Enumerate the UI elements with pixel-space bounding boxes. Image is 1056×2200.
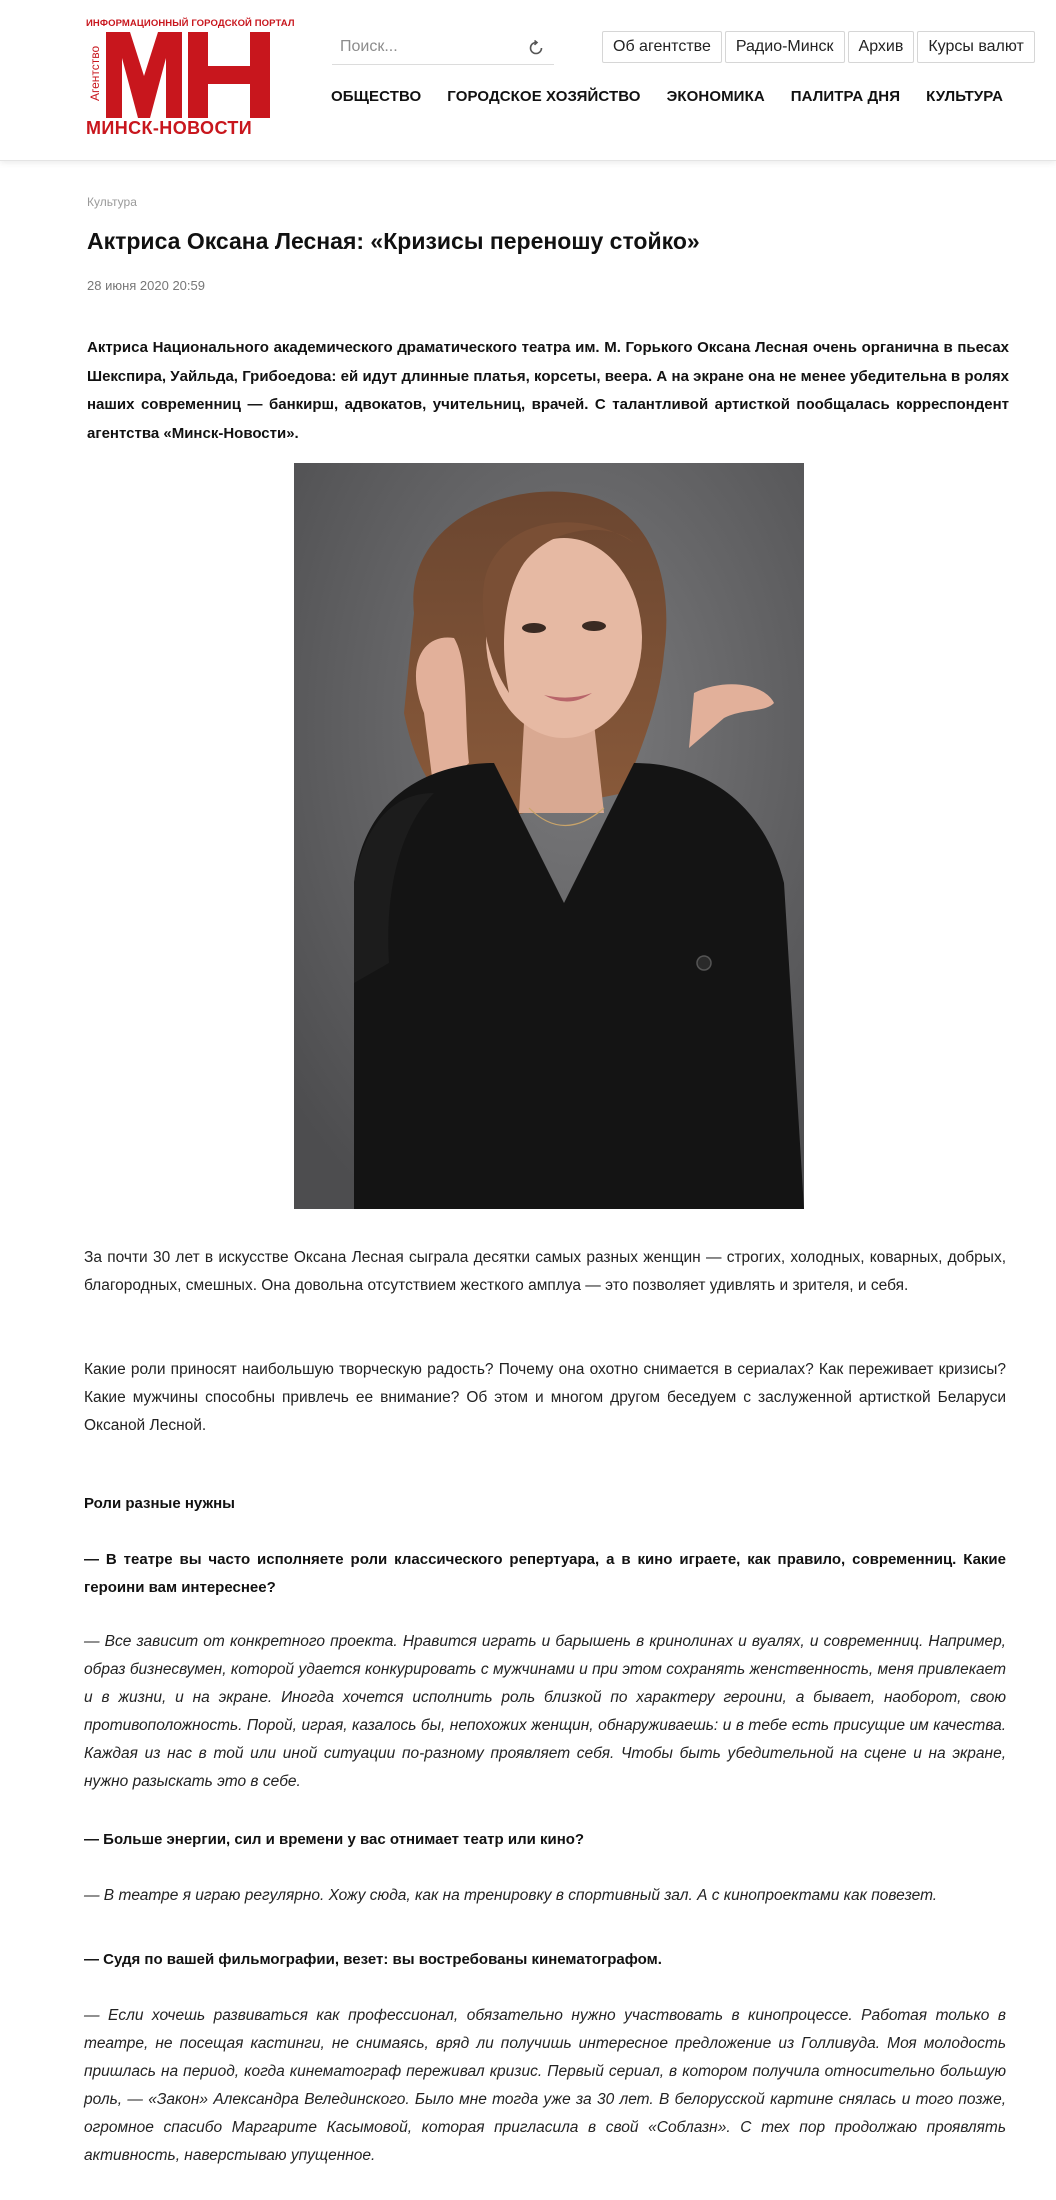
section-heading: Роли разные нужны [84,1495,235,1512]
site-header [0,0,1056,161]
article-paragraph: Какие роли приносят наибольшую творческую радость? Почему она охотно снимается в сериалах? Как переживает кризисы? Какие мужчины способны привлечь ее внимание? Об этом и многом другом беседуем с заслуженной артисткой Беларуси Оксаной Лесной. [84,1361,1006,1434]
article-category[interactable]: Культура [87,195,137,209]
toplink-radio-minsk[interactable]: Радио-Минск [725,31,845,63]
search-input[interactable] [332,34,528,60]
interview-question: — Судя по вашей фильмографии, везет: вы востребованы кинематографом. [84,1951,662,1968]
article-title: Актриса Оксана Лесная: «Кризисы переношу стойко» [87,228,700,254]
interview-question: — В театре вы часто исполняете роли классического репертуара, а в кино играете, как правило, современниц. Какие героини вам интереснее? [84,1551,1006,1596]
toplink-about[interactable]: Об агентстве [602,31,722,63]
article-paragraph: За почти 30 лет в искусстве Оксана Лесная сыграла десятки самых разных женщин — строгих, холодных, коварных, добрых, благородных, смешных. Она довольна отсутствием жесткого амплуа — это позволяет удивлять и зрителя, и себя. [84,1249,1006,1294]
logo-mark-icon [86,32,276,118]
toplink-exchange-rates[interactable]: Курсы валют [917,31,1035,63]
article-date: 28 июня 2020 20:59 [87,278,205,293]
portrait-image [294,463,804,1209]
search-icon[interactable] [526,38,546,58]
interview-answer: — Все зависит от конкретного проекта. Нравится играть и барышень в кринолинах и вуалях, и современниц. Например, образ бизнесвумен, которой удается конкурировать с мужчинами и при этом сохранять женственность, меня привлекает и в жизни, и на экране. Иногда хочется исполнить роль близкой по характеру героини, а бывает, наоборот, свою противоположность. Порой, играя, казалось бы, непохожих женщин, обнаруживаешь: и в тебе есть присущие им качества. Каждая из нас в той или иной ситуации по-разному проявляет себя. Чтобы быть убедительной на сцене и на экране, нужно разыскать это в себе. [84,1633,1006,1790]
logo-tagline: ИНФОРМАЦИОННЫЙ ГОРОДСКОЙ ПОРТАЛ [86,18,295,29]
main-nav [331,88,1029,112]
nav-palette-of-the-day[interactable]: ПАЛИТРА ДНЯ [790,88,901,105]
nav-society[interactable]: ОБЩЕСТВО [331,88,422,105]
nav-city-economy[interactable]: ГОРОДСКОЕ ХОЗЯЙСТВО [447,88,641,105]
top-links [602,31,1056,63]
logo-name: МИНСК-НОВОСТИ [86,118,253,138]
logo-vertical-text: Агентство [88,45,102,101]
article-photo [294,463,804,1209]
site-logo[interactable] [86,18,295,142]
interview-answer: — Если хочешь развиваться как профессионал, обязательно нужно участвовать в кинопроцессе. Работая только в театре, не посещая кастинги, не снимаясь, вряд ли получишь интересное предложение из Голливуда. Моя молодость пришлась на период, когда кинематограф переживал кризис. Первый сериал, в котором получила относительно большую роль, — «Закон» Александра Велединского. Было мне тогда уже за 30 лет. В белорусской картине снялась и того позже, огромное спасибо Маргарите Касымовой, которая пригласила в свой «Соблазн». С тех пор продолжаю проявлять активность, наверстываю упущенное. [84,2007,1006,2164]
article-lead: Актриса Национального академического драматического театра им. М. Горького Оксана Лесная очень органична в пьесах Шекспира, Уайльда, Грибоедова: ей идут длинные платья, корсеты, веера. А на экране она не менее убедительна в ролях наших современниц — банкирш, адвокатов, учительниц, врачей. С талантливой артисткой пообщалась корреспондент агентства «Минск-Новости». [87,339,1009,442]
nav-culture[interactable]: КУЛЬТУРА [926,88,1004,105]
search-box [332,30,554,65]
nav-economy[interactable]: ЭКОНОМИКА [666,88,765,105]
toplink-archive[interactable]: Архив [848,31,915,63]
interview-question: — Больше энергии, сил и времени у вас отнимает театр или кино? [84,1831,585,1848]
interview-answer: — В театре я играю регулярно. Хожу сюда, как на тренировку в спортивный зал. А с кинопроектами как повезет. [84,1887,938,1904]
